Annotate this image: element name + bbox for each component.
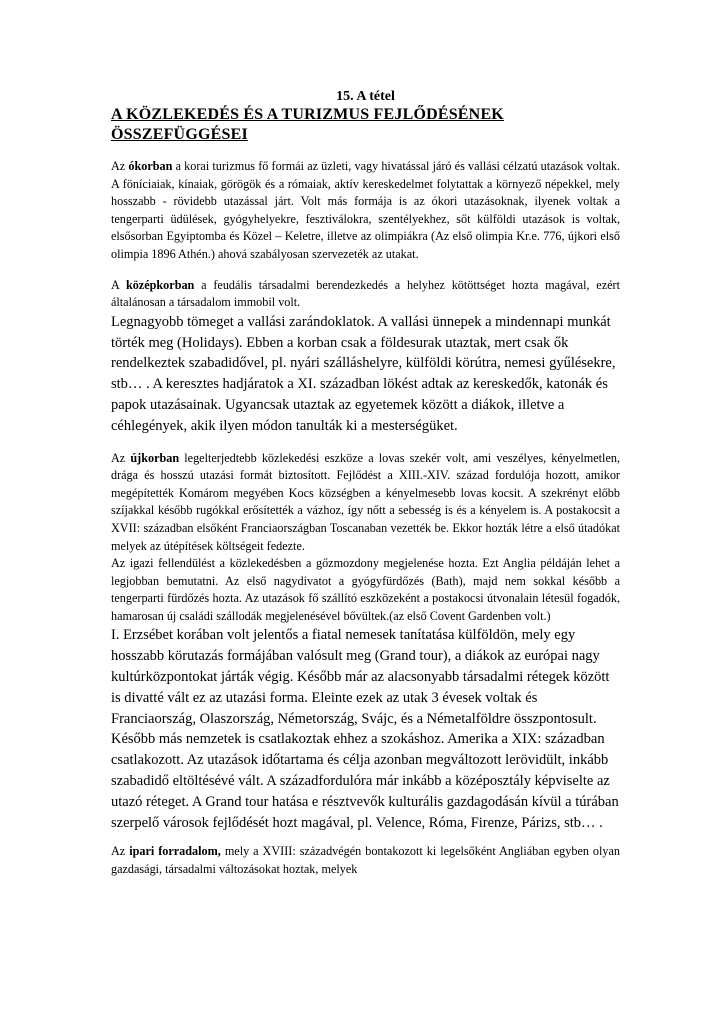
paragraph-grand-tour: I. Erzsébet korában volt jelentős a fiatal nemesek tanítatása külföldön, mely egy hosszabb körutazás formájában valósult meg (Grand tour), a diákok az európai nagy kultúrközpontokat járták végig. Később már az alacsonyabb társadalmi rétegek között is divatté vált ez az utazási forma. Eleinte ezek az utak 3 évesek voltak és Franciaország, Olaszország, Németország, Svájc, és a Németalföldre összpontosult. Később más nemzetek is csatlakoztak ehhez a szokáshoz. Amerika a XIX: században csatlakozott. Az utazások időtartama és célja azonban megváltozott lerövidült, inkább szabadidő eltöltésévé vált. A századfordulóra már inkább a középosztály képviselte az utazó réteget. A Grand tour hatása e résztvevők kulturális gazdagodásán kívül a túrában szerpelő városok fejlődését hozt magával, pl. Velence, Róma, Firenze, Párizs, stb… . (111, 627, 619, 831)
title-line-2: ÖSSZEFÜGGÉSEI (111, 126, 248, 143)
title-line-1: A KÖZLEKEDÉS ÉS A TURIZMUS FEJLŐDÉSÉNEK (111, 106, 504, 123)
paragraph-modern-age: Az újkorban legelterjedtebb közlekedési eszköze a lovas szekér volt, ami veszélyes, kényelmetlen, drága és hosszú utazási formát biztosított. Fejlődést a XIII.-XIV. század fordulója hozott, amikor megépítették Komárom megyében Kocs községben a kényelmesebb lovas kocsit. A szekrényt előbb szíjakkal később rugókkal erősítették a vázhoz, így nőtt a sebesség is és a kényelem is. A postakocsit a XVII: században elsőként Franciaországban Toscanaban vezették be. Ekkor hozták létre a első útadókat melyek az útépítések költségeit fedezte. (111, 450, 620, 553)
paragraph-antiquity: Az ókorban a korai turizmus fő formái az üzleti, vagy hivatással járó és vallási célzatú utazások voltak. A föníciaiak, kínaiak, görögök és a rómaiak, aktív kereskedelmet folytattak a környező népekkel, mely hosszabb - rövidebb utazással járt. Volt más formája is az ókori utazásoknak, ilyenek voltak a tengerparti üdülések, gyógyhelyekre, fesztiválokra, szentélyekhez, sőt külföldi utazások is voltak, elsősorban Egyiptomba és Közel – Keletre, illetve az olimpiákra (Az első olimpia Kr.e. 776, újkori első olimpia 1896 Athén.) ahová szabályosan szervezeték az utakat. (111, 159, 620, 261)
document-page (111, 88, 620, 879)
document-number: 15. A tétel (336, 89, 395, 104)
paragraph-middle-ages: A középkorban a feudális társadalmi berendezkedés a helyhez kötöttséget hozta magával, ezért általánosan a társadalom immobil volt. (111, 277, 620, 310)
keyword-ipari-forradalom: ipari forradalom, (129, 844, 221, 859)
keyword-okorban: ókorban (128, 159, 173, 173)
paragraph-pilgrimages: Legnagyobb tömeget a vallási zarándoklatok. A vallási ünnepek a mindennapi munkát törték meg (Holidays). Ebben a korban csak a földesurak utaztak, mert csak ők rendelkeztek szabadidővel, pl. nyári szálláshelyre, külföldi körútra, nemesi gyűlésekre, stb… . A keresztes hadjáratok a XI. században lökést adtak az kereskedők, katonák és papok utazásainak. Ugyancsak utaztak az egyetemek között a diákok, illetve a céhlegények, akik ilyen módon tanulták ki a mesterségüket. (111, 313, 616, 434)
keyword-kozepkorban: középkorban (125, 277, 195, 292)
document-title (111, 105, 620, 145)
paragraph-industrial-revolution: Az ipari forradalom, mely a XVIII: századvégén bontakozott ki legelsőként Angliában egyben olyan gazdasági, társadalmi változásokat hoztak, melyek (111, 844, 621, 877)
keyword-ujkorban: újkorban (130, 450, 180, 465)
paragraph-steam-engine: Az igazi fellendülést a közlekedésben a gőzmozdony megjelenése hozta. Ezt Anglia példáján lehet a legjobban bemutatni. Az első nagydivatot a gyógyfürdőzés (Bath), majd nem sokkal később a tengerparti fürdőzés hozta. Az utazások fő szállító eszközeként a postakocsi útvonalain létesül fogadók, hamarosan új családi szállodák megjelenésével bővültek.(az első Covent Gardenben volt.) (111, 556, 620, 623)
